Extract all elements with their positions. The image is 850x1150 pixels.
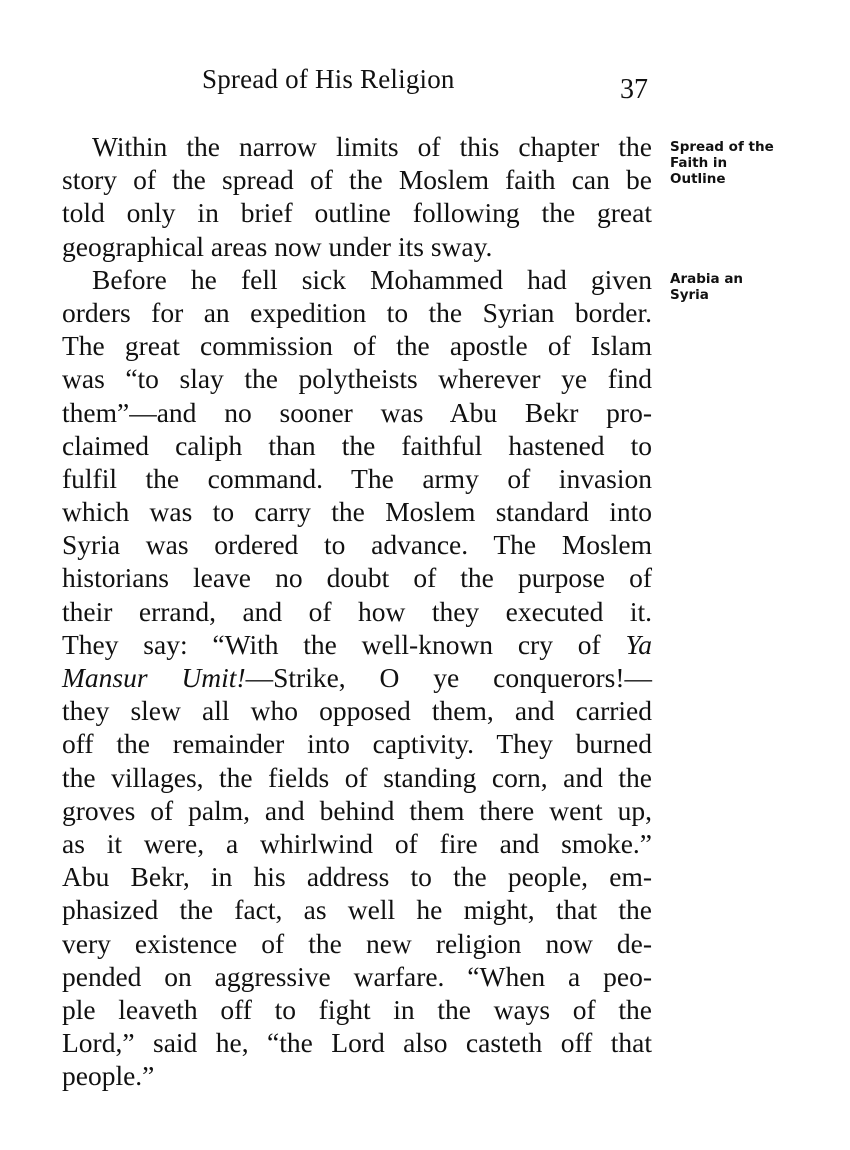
text-line: them”—and no sooner was Abu Bekr pro- [62,396,652,428]
text-fragment: —Strike, O ye conquerors!— [245,662,652,693]
text-line: geographical areas now under its sway. [62,230,493,262]
text-line: their errand, and of how they executed it. [62,595,652,627]
text-line: people.” [62,1060,155,1092]
text-line: they slew all who opposed them, and carried [62,695,652,727]
italic-phrase: Mansur Umit! [62,662,246,693]
margin-note-line: Arabia an [670,271,744,287]
text-line: orders for an expedition to the Syrian border. [62,296,652,328]
margin-note-line: Spread of the [670,139,774,155]
text-line [62,661,652,694]
text-line: Abu Bekr, in his address to the people, em- [62,861,652,893]
text-line: phasized the fact, as well he might, that the [62,894,652,926]
text-line: told only in brief outline following the great [62,197,652,229]
running-head: Spread of His Religion [202,64,455,94]
text-line: very existence of the new religion now de- [62,927,652,959]
margin-note-line: Syria [670,287,709,303]
margin-note-line: Faith in [670,155,728,171]
text-line: ple leaveth off to fight in the ways of the [62,993,652,1025]
text-line: as it were, a whirlwind of fire and smoke.” [62,827,652,859]
text-line: fulfil the command. The army of invasion [62,462,652,494]
text-line: off the remainder into captivity. They burned [62,728,652,760]
text-line: Syria was ordered to advance. The Moslem [62,529,652,561]
text-line: The great commission of the apostle of Islam [62,330,652,362]
text-line: which was to carry the Moslem standard into [62,496,652,528]
text-line: Lord,” said he, “the Lord also casteth off that [62,1027,652,1059]
text-line [62,628,652,661]
text-line: claimed caliph than the faithful hastened to [62,429,652,461]
text-line: groves of palm, and behind them there went up, [62,794,652,826]
body-text [62,130,652,1092]
margin-note-arabia-syria [670,271,810,303]
margin-note-line: Outline [670,171,726,187]
text-line: pended on aggressive warfare. “When a peo- [62,960,652,992]
text-line: Before he fell sick Mohammed had given [92,263,652,295]
text-line: was “to slay the polytheists wherever ye find [62,363,652,395]
margin-note-faith-outline [670,139,810,187]
page-number: 37 [620,74,648,105]
text-line: the villages, the fields of standing corn, and the [62,761,652,793]
text-line: historians leave no doubt of the purpose of [62,562,652,594]
text-line: Within the narrow limits of this chapter the [92,131,652,162]
text-fragment: They say: “With the well-known cry of [62,628,626,660]
italic-phrase: Ya [625,628,652,660]
text-line: story of the spread of the Moslem faith can be [62,164,652,196]
